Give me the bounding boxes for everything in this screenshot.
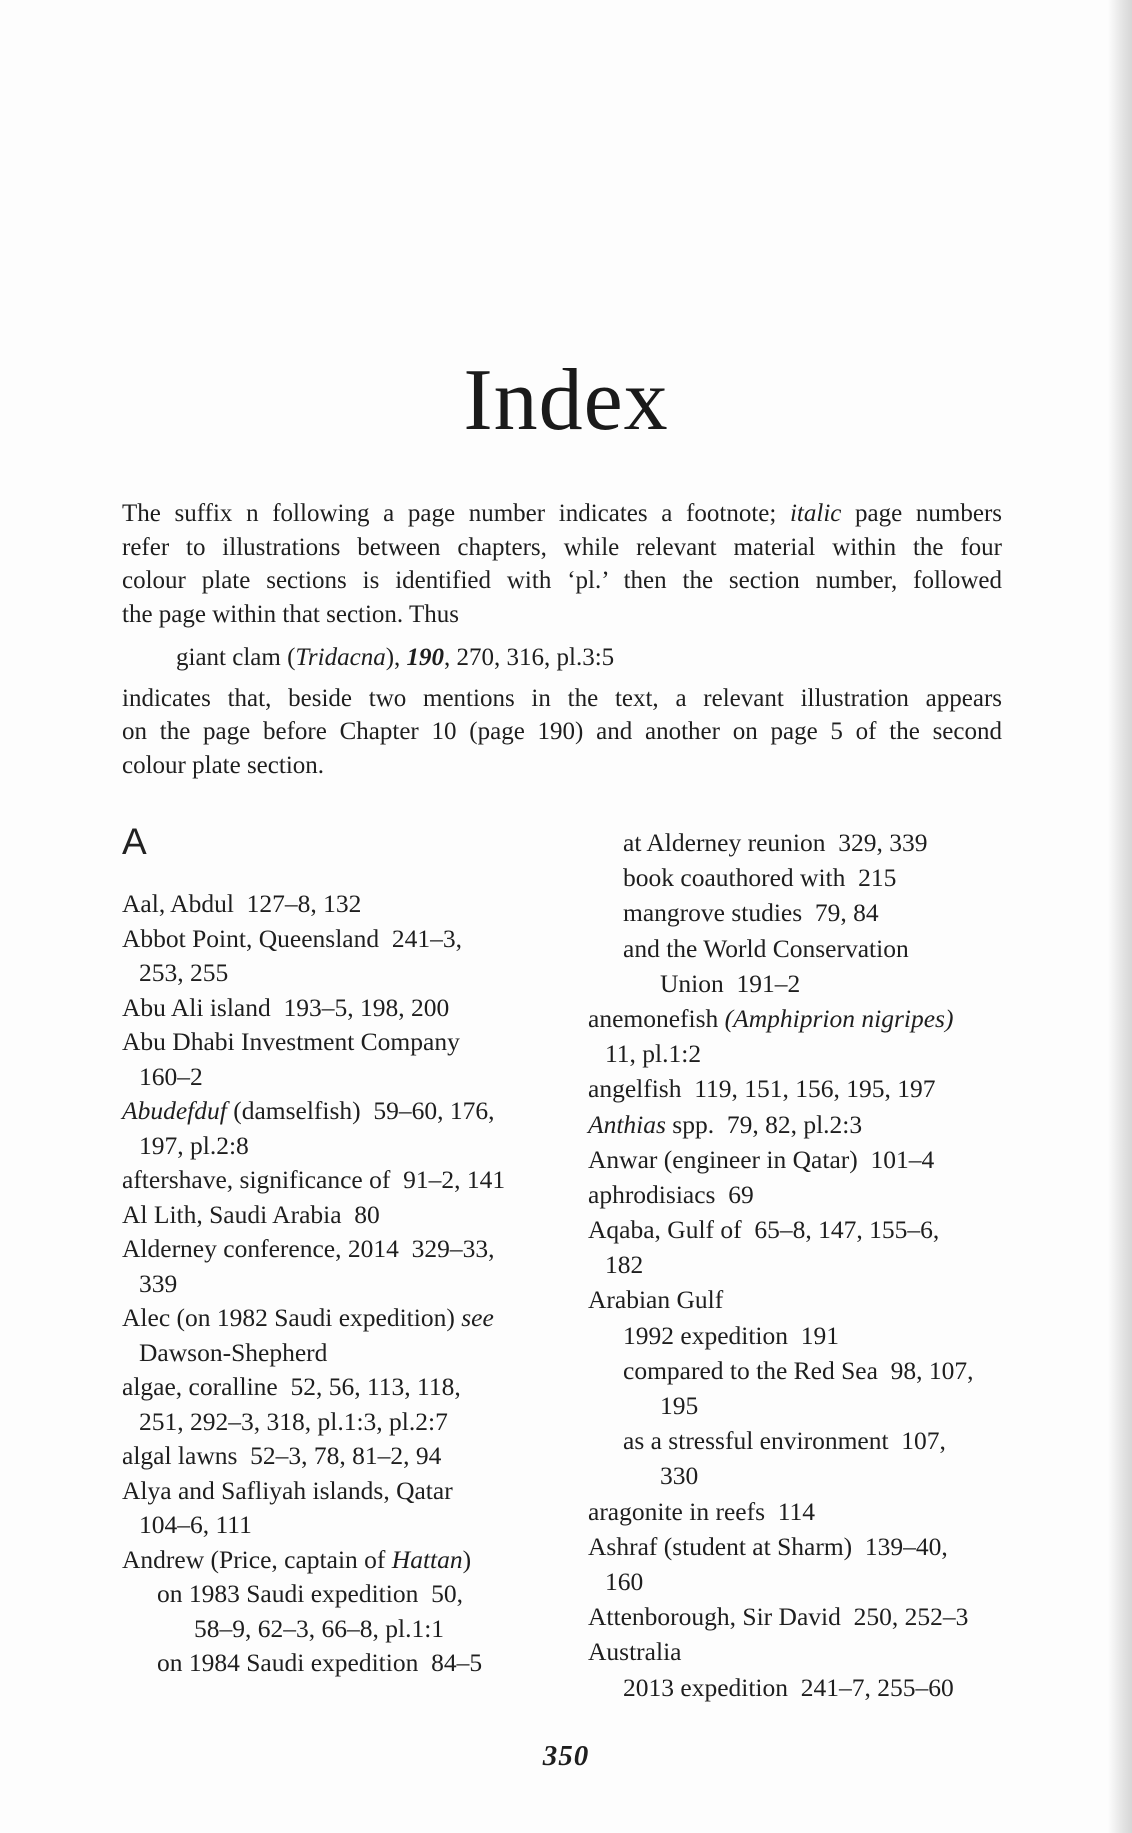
entry-line	[588, 1353, 974, 1388]
text-segment: anemonefish	[588, 1003, 725, 1033]
text-segment: )	[462, 1544, 472, 1574]
intro-line	[122, 564, 1002, 598]
entry-continuation-line	[122, 1508, 505, 1543]
text-segment: on 1984 Saudi expedition 84–5	[157, 1648, 483, 1677]
entry-line	[588, 1142, 974, 1177]
text-segment: aphrodisiacs 69	[588, 1179, 754, 1209]
index-column-left	[122, 887, 505, 1681]
italic-text: see	[461, 1303, 494, 1332]
index-subentry	[588, 1353, 974, 1423]
text-segment: Attenborough, Sir David 250, 252–3	[588, 1602, 969, 1632]
page-number: 350	[542, 1740, 590, 1772]
entry-line	[588, 1634, 974, 1669]
index-subentry	[122, 1577, 505, 1646]
text-segment: the page within that section. Thus	[122, 600, 459, 628]
bold-italic-page-number: 190	[406, 644, 445, 671]
text-segment: 195	[660, 1391, 699, 1420]
index-entry	[588, 1107, 974, 1142]
text-segment: 104–6, 111	[139, 1510, 252, 1539]
entry-line	[122, 1474, 505, 1509]
text-segment: Al Lith, Saudi Arabia 80	[122, 1199, 380, 1229]
text-segment: Aqaba, Gulf of 65–8, 147, 155–6,	[588, 1215, 940, 1245]
index-entry	[122, 1198, 505, 1233]
index-entry	[122, 1094, 505, 1163]
intro-line	[122, 682, 1002, 716]
entry-line	[588, 1529, 974, 1564]
entry-continuation-line	[122, 1060, 505, 1095]
index-entry	[588, 1001, 974, 1071]
text-segment: 197, pl.2:8	[139, 1130, 249, 1160]
text-segment: (damselfish) 59–60, 176,	[226, 1096, 495, 1125]
text-segment: Union 191–2	[660, 968, 801, 998]
index-subentry	[588, 1318, 974, 1353]
text-segment: algal lawns 52–3, 78, 81–2, 94	[122, 1441, 442, 1470]
entry-line	[122, 1439, 505, 1474]
index-subentry	[588, 895, 974, 930]
entry-line	[588, 895, 974, 930]
intro-line	[122, 531, 1002, 565]
text-segment: Dawson-Shepherd	[139, 1337, 328, 1367]
index-introduction	[122, 497, 1002, 782]
text-segment: algae, coralline 52, 56, 113, 118,	[122, 1372, 461, 1401]
text-segment: Abbot Point, Queensland 241–3,	[122, 923, 462, 953]
text-segment: 253, 255	[139, 958, 229, 987]
index-entry	[588, 1634, 974, 1669]
text-segment: 1992 expedition 191	[623, 1320, 840, 1350]
text-segment: aragonite in reefs 114	[588, 1496, 816, 1526]
entry-line	[122, 922, 505, 957]
index-subentry	[122, 1646, 505, 1681]
text-segment: 339	[139, 1268, 178, 1298]
text-segment: Australia	[588, 1637, 682, 1667]
entry-line	[122, 1301, 505, 1336]
index-entry	[122, 1474, 505, 1543]
entry-line	[122, 1163, 505, 1198]
index-subentry	[588, 825, 974, 860]
entry-continuation-line	[588, 1247, 974, 1282]
index-entry	[122, 1370, 505, 1439]
text-segment: Aal, Abdul 127–8, 132	[122, 889, 362, 918]
entry-continuation-line	[588, 966, 974, 1001]
entry-continuation-line	[588, 1388, 974, 1423]
entry-line	[122, 1577, 505, 1612]
index-entry	[122, 1543, 505, 1578]
text-segment: spp. 79, 82, pl.2:3	[665, 1109, 863, 1139]
text-segment: 58–9, 62–3, 66–8, pl.1:1	[194, 1613, 445, 1643]
entry-continuation-line	[122, 1267, 505, 1302]
entry-line	[122, 991, 505, 1026]
text-segment: , 270, 316, pl.3:5	[444, 644, 615, 671]
entry-line	[122, 1370, 505, 1405]
index-subentry	[588, 1670, 974, 1705]
entry-line	[588, 1001, 974, 1036]
entry-continuation-line	[122, 1129, 505, 1164]
italic-text: Anthias	[588, 1109, 666, 1139]
text-segment: 2013 expedition 241–7, 255–60	[623, 1672, 954, 1702]
section-letter-heading: A	[122, 821, 147, 862]
text-segment: giant clam (	[176, 644, 296, 671]
text-segment: refer to illustrations between chapters, while relevant material within the four	[122, 533, 1002, 561]
italic-text: Hattan	[391, 1544, 463, 1574]
text-segment: Abu Ali island 193–5, 198, 200	[122, 992, 450, 1022]
entry-line	[122, 1543, 505, 1578]
entry-line	[122, 1232, 505, 1267]
text-segment: Alya and Safliyah islands, Qatar	[122, 1475, 453, 1505]
intro-line	[122, 749, 1002, 783]
text-segment: 330	[660, 1461, 699, 1491]
entry-line	[588, 1599, 974, 1634]
text-segment: Abu Dhabi Investment Company	[122, 1027, 460, 1056]
index-entry	[588, 1494, 974, 1529]
entry-line	[588, 860, 974, 895]
index-entry	[588, 1599, 974, 1634]
entry-line	[588, 931, 974, 966]
entry-line	[588, 1212, 974, 1247]
italic-text: Abudefduf	[122, 1096, 227, 1125]
index-subentry	[588, 1423, 974, 1493]
entry-line	[588, 1282, 974, 1317]
text-segment: 11, pl.1:2	[605, 1039, 702, 1069]
entry-line	[122, 1646, 505, 1681]
index-entry	[122, 887, 505, 922]
text-segment: 160	[605, 1566, 644, 1596]
entry-line	[588, 1494, 974, 1529]
text-segment: Ashraf (student at Sharm) 139–40,	[588, 1531, 948, 1561]
text-segment: as a stressful environment 107,	[623, 1426, 946, 1456]
index-entry	[588, 1529, 974, 1599]
text-segment: Arabian Gulf	[588, 1285, 724, 1315]
text-segment: page numbers	[841, 500, 1002, 527]
entry-line	[588, 1071, 974, 1106]
index-entry	[588, 1282, 974, 1317]
text-segment: on 1983 Saudi expedition 50,	[157, 1579, 463, 1608]
entry-continuation-line	[122, 1612, 505, 1647]
text-segment: The suffix n following a page number indicates a footnote;	[122, 500, 790, 527]
page-edge-shadow	[1108, 0, 1132, 1833]
entry-line	[588, 825, 974, 860]
entry-line	[588, 1177, 974, 1212]
example-entry	[122, 641, 1002, 675]
index-subentry	[588, 931, 974, 1001]
text-segment: 182	[605, 1250, 644, 1280]
index-entry	[122, 1301, 505, 1370]
index-entry	[588, 1177, 974, 1212]
entry-line	[588, 1107, 974, 1142]
text-segment: compared to the Red Sea 98, 107,	[623, 1355, 974, 1385]
italic-text: (Amphiprion nigripes)	[724, 1003, 954, 1033]
entry-line	[588, 1423, 974, 1458]
entry-line	[122, 887, 505, 922]
text-segment: Anwar (engineer in Qatar) 101–4	[588, 1144, 935, 1174]
index-subentry	[588, 860, 974, 895]
text-segment: 160–2	[139, 1061, 203, 1091]
index-entry	[122, 922, 505, 991]
index-entry	[122, 1163, 505, 1198]
text-segment: indicates that, beside two mentions in the text, a relevant illustration appears	[122, 684, 1002, 712]
entry-continuation-line	[122, 1336, 505, 1371]
text-segment: colour plate section.	[122, 751, 325, 779]
index-entry	[588, 1142, 974, 1177]
text-segment: Andrew (Price, captain of	[122, 1544, 392, 1574]
index-column-right	[588, 825, 974, 1705]
entry-continuation-line	[122, 1405, 505, 1440]
text-segment: Alec (on 1982 Saudi expedition)	[122, 1303, 462, 1332]
entry-continuation-line	[122, 956, 505, 991]
text-segment: colour plate sections is identified with ‘pl.’ then the section number, followed	[122, 567, 1002, 594]
intro-line	[122, 497, 1002, 531]
index-entry	[122, 1439, 505, 1474]
text-segment: mangrove studies 79, 84	[623, 898, 879, 928]
index-entry	[122, 1025, 505, 1094]
entry-line	[122, 1198, 505, 1233]
text-segment: on the page before Chapter 10 (page 190) and another on page 5 of the second	[122, 718, 1002, 745]
text-segment: book coauthored with 215	[623, 863, 897, 893]
entry-continuation-line	[588, 1458, 974, 1493]
intro-line	[122, 598, 1002, 632]
text-segment: 251, 292–3, 318, pl.1:3, pl.2:7	[139, 1406, 448, 1436]
text-segment: ),	[385, 644, 407, 671]
entry-line	[122, 1094, 505, 1129]
index-entry	[588, 1212, 974, 1282]
entry-line	[122, 1025, 505, 1060]
index-entry	[122, 1232, 505, 1301]
text-segment: aftershave, significance of 91–2, 141	[122, 1165, 506, 1194]
index-entry	[588, 1071, 974, 1106]
italic-text: italic	[789, 500, 842, 527]
entry-line	[588, 1670, 974, 1705]
page-title: Index	[463, 352, 669, 449]
italic-text: Tridacna	[295, 644, 386, 671]
entry-continuation-line	[588, 1564, 974, 1599]
text-segment: and the World Conservation	[623, 933, 909, 963]
entry-line	[588, 1318, 974, 1353]
text-segment: angelfish 119, 151, 156, 195, 197	[588, 1074, 936, 1104]
entry-continuation-line	[588, 1036, 974, 1071]
intro-line	[122, 715, 1002, 749]
text-segment: Alderney conference, 2014 329–33,	[122, 1234, 495, 1263]
index-entry	[122, 991, 505, 1026]
text-segment: at Alderney reunion 329, 339	[623, 828, 928, 857]
